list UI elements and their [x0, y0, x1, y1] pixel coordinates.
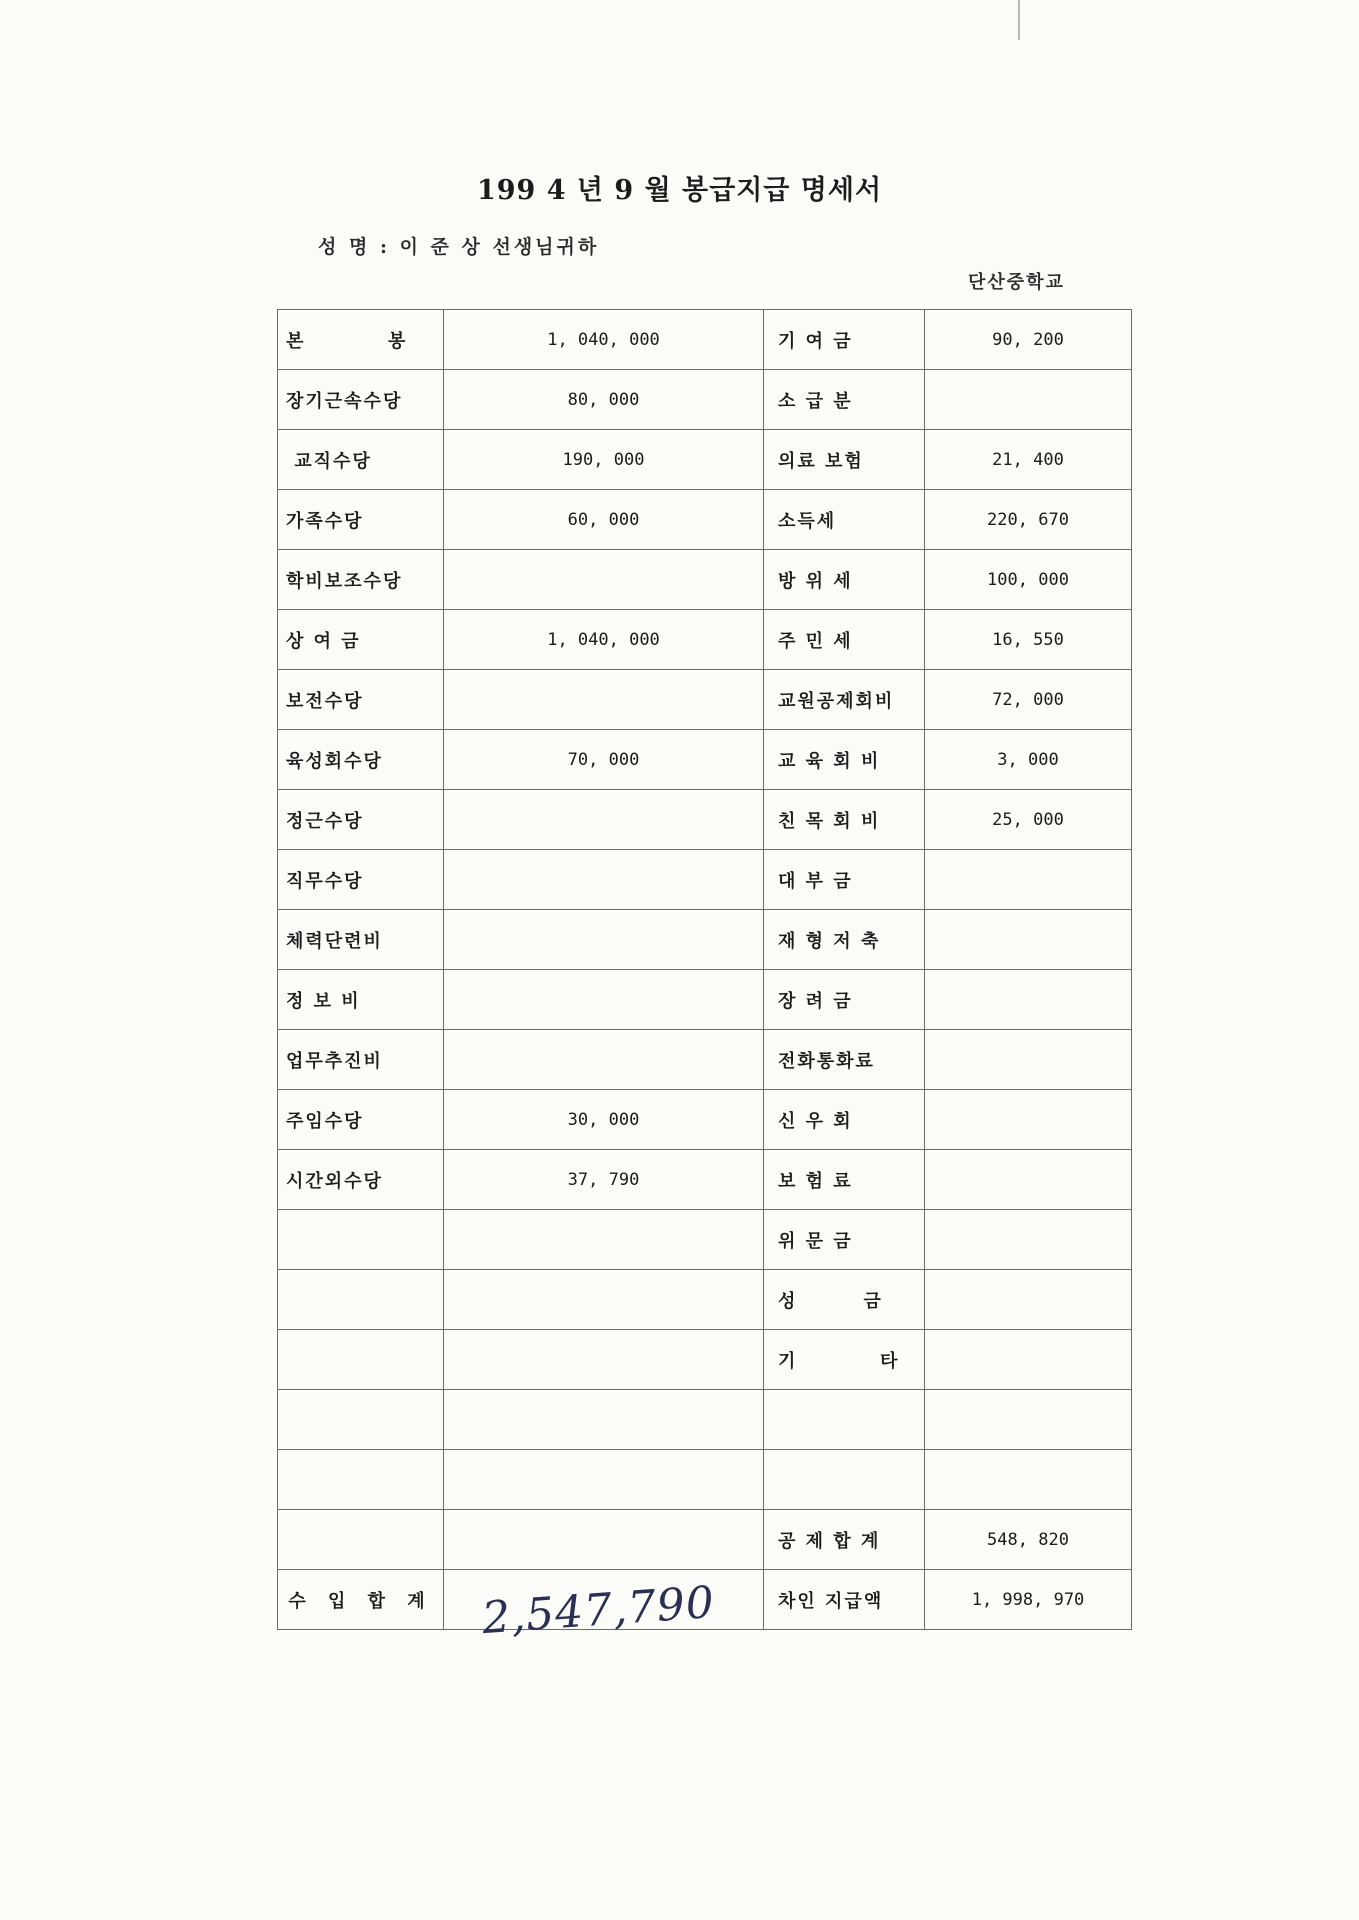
- deduction-label: 대 부 금: [764, 850, 925, 910]
- table-row: [278, 1390, 1132, 1450]
- income-label: [278, 1390, 444, 1450]
- income-value: [444, 910, 764, 970]
- deduction-value: 21, 400: [925, 430, 1132, 490]
- income-value: [444, 970, 764, 1030]
- income-value: 190, 000: [444, 430, 764, 490]
- deduction-value: 25, 000: [925, 790, 1132, 850]
- income-value: [444, 850, 764, 910]
- deduction-value: [925, 1270, 1132, 1330]
- pay-table-body: [278, 310, 1132, 1630]
- income-label: 보전수당: [278, 670, 444, 730]
- income-value: 37, 790: [444, 1150, 764, 1210]
- income-label: [278, 1270, 444, 1330]
- income-value: [444, 1210, 764, 1270]
- deduction-value: 90, 200: [925, 310, 1132, 370]
- income-label: [278, 1330, 444, 1390]
- income-label: 업무추진비: [278, 1030, 444, 1090]
- income-value: [444, 1030, 764, 1090]
- deduction-value: [925, 370, 1132, 430]
- income-label: [278, 1510, 444, 1570]
- table-row: [278, 1330, 1132, 1390]
- deduction-label: 신 우 회: [764, 1090, 925, 1150]
- income-value: 80, 000: [444, 370, 764, 430]
- scan-mark: [1018, 0, 1020, 40]
- income-value: [444, 670, 764, 730]
- income-value: 70, 000: [444, 730, 764, 790]
- income-label: 정 보 비: [278, 970, 444, 1030]
- table-row: [278, 370, 1132, 430]
- deduction-label: 공 제 합 계: [764, 1510, 925, 1570]
- deduction-value: 16, 550: [925, 610, 1132, 670]
- income-label: 장기근속수당: [278, 370, 444, 430]
- income-total-label: 수 입 합 계: [278, 1570, 444, 1630]
- deduction-label: 전화통화료: [764, 1030, 925, 1090]
- income-value: 30, 000: [444, 1090, 764, 1150]
- income-label: 학비보조수당: [278, 550, 444, 610]
- deduction-value: [925, 1210, 1132, 1270]
- table-row: [278, 1030, 1132, 1090]
- income-label: 주임수당: [278, 1090, 444, 1150]
- deduction-value: [925, 850, 1132, 910]
- income-value: [444, 550, 764, 610]
- deduction-label: 성 금: [764, 1270, 925, 1330]
- deduction-value: [925, 1150, 1132, 1210]
- deduction-value: [925, 1030, 1132, 1090]
- document-title: 199 4 년 9 월 봉급지급 명세서: [476, 175, 883, 206]
- school-name: 단산중학교: [968, 272, 1065, 293]
- income-value: [444, 790, 764, 850]
- table-row: [278, 1210, 1132, 1270]
- table-row: [278, 1270, 1132, 1330]
- deduction-value: 72, 000: [925, 670, 1132, 730]
- table-row: [278, 670, 1132, 730]
- table-row: [278, 550, 1132, 610]
- deduction-value: [925, 1330, 1132, 1390]
- table-row: [278, 1150, 1132, 1210]
- income-label: 시간외수당: [278, 1150, 444, 1210]
- deduction-label: 교원공제회비: [764, 670, 925, 730]
- deduction-label: 기 타: [764, 1330, 925, 1390]
- income-label: 본 봉: [278, 310, 444, 370]
- deduction-label: 위 문 금: [764, 1210, 925, 1270]
- deduction-value: [925, 1090, 1132, 1150]
- deduction-label: [764, 1390, 925, 1450]
- income-value: [444, 1450, 764, 1510]
- income-value: [444, 1270, 764, 1330]
- table-row: [278, 730, 1132, 790]
- income-label: [278, 1450, 444, 1510]
- table-row: [278, 850, 1132, 910]
- deduction-value: [925, 910, 1132, 970]
- deduction-label: 소득세: [764, 490, 925, 550]
- income-value: 1, 040, 000: [444, 610, 764, 670]
- deduction-value: [925, 1450, 1132, 1510]
- handwritten-income-total: 2,547,790: [480, 1576, 717, 1645]
- deduction-label: 기 여 금: [764, 310, 925, 370]
- table-row: [278, 310, 1132, 370]
- income-label: 정근수당: [278, 790, 444, 850]
- table-row: [278, 790, 1132, 850]
- table-row: [278, 1450, 1132, 1510]
- net-pay-label: 차인 지급액: [764, 1570, 925, 1630]
- deduction-label: 교 육 회 비: [764, 730, 925, 790]
- income-value: [444, 1330, 764, 1390]
- income-value: 1, 040, 000: [444, 310, 764, 370]
- deduction-label: [764, 1450, 925, 1510]
- table-row: [278, 490, 1132, 550]
- deduction-label: 방 위 세: [764, 550, 925, 610]
- income-label: 상 여 금: [278, 610, 444, 670]
- deduction-value: 548, 820: [925, 1510, 1132, 1570]
- pay-table: [277, 309, 1132, 1630]
- deduction-label: 주 민 세: [764, 610, 925, 670]
- deduction-value: [925, 1390, 1132, 1450]
- deduction-label: 소 급 분: [764, 370, 925, 430]
- table-row: [278, 1090, 1132, 1150]
- income-value: [444, 1390, 764, 1450]
- income-label: 체력단련비: [278, 910, 444, 970]
- deduction-value: 220, 670: [925, 490, 1132, 550]
- table-row: [278, 970, 1132, 1030]
- deduction-label: 재 형 저 축: [764, 910, 925, 970]
- recipient-line: 성 명 : 이 준 상 선생님귀하: [318, 236, 600, 258]
- deduction-label: 의료 보험: [764, 430, 925, 490]
- deduction-value: 100, 000: [925, 550, 1132, 610]
- table-row: [278, 430, 1132, 490]
- deduction-value: 3, 000: [925, 730, 1132, 790]
- net-pay-value: 1, 998, 970: [925, 1570, 1132, 1630]
- income-label: 교직수당: [278, 430, 444, 490]
- income-label: [278, 1210, 444, 1270]
- income-label: 직무수당: [278, 850, 444, 910]
- income-label: 가족수당: [278, 490, 444, 550]
- income-value: [444, 1510, 764, 1570]
- deduction-label: 친 목 회 비: [764, 790, 925, 850]
- deduction-label: 장 려 금: [764, 970, 925, 1030]
- income-value: 60, 000: [444, 490, 764, 550]
- income-label: 육성회수당: [278, 730, 444, 790]
- table-row: [278, 1510, 1132, 1570]
- table-row: [278, 910, 1132, 970]
- deduction-label: 보 험 료: [764, 1150, 925, 1210]
- deduction-value: [925, 970, 1132, 1030]
- table-row: [278, 610, 1132, 670]
